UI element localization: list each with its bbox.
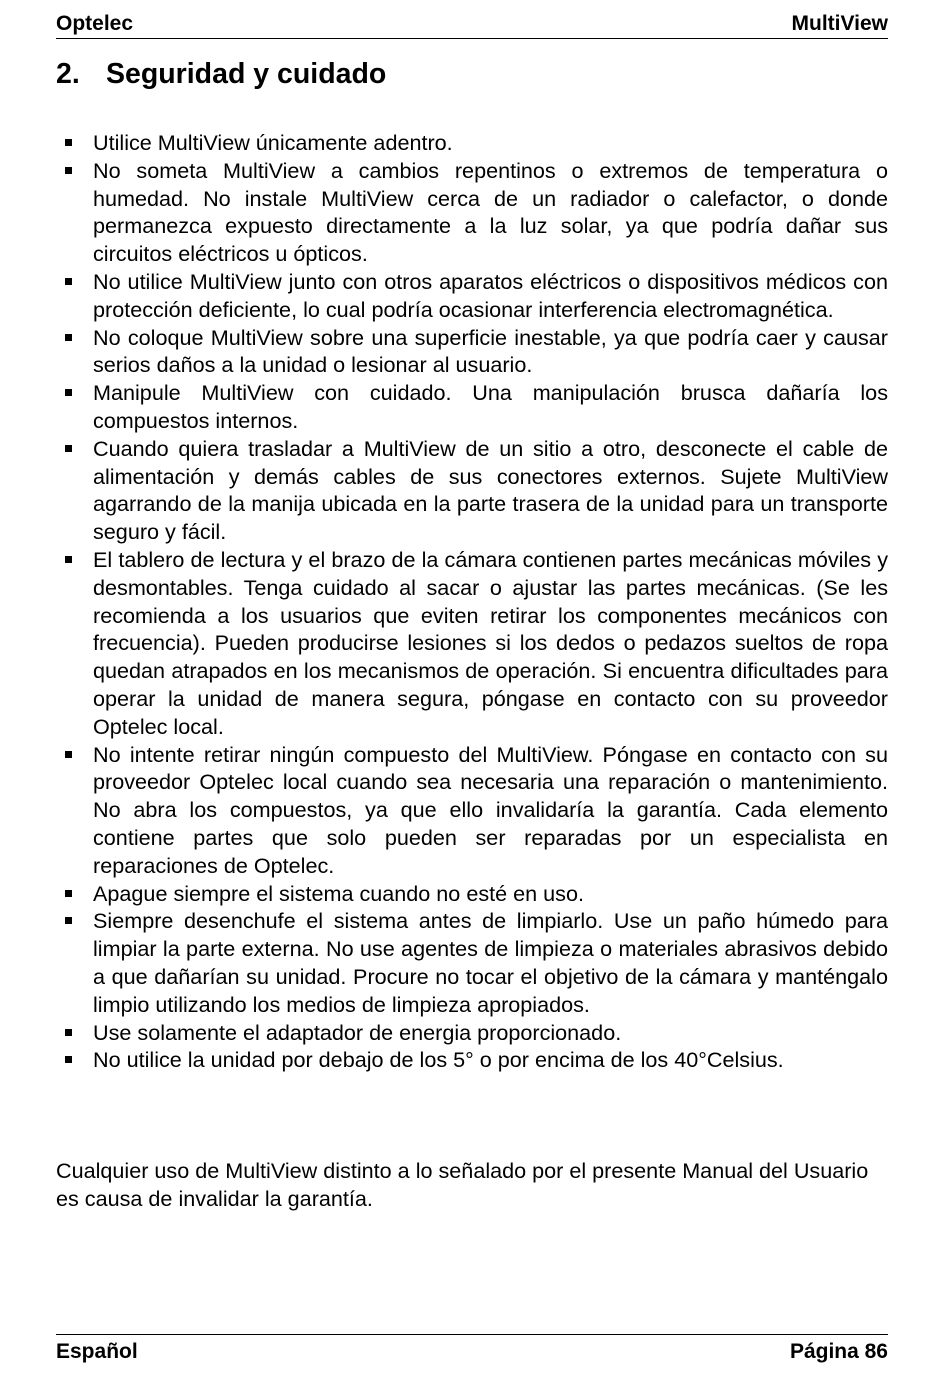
list-item-text: No someta MultiView a cambios repentinos o extremos de temperatura o humedad. No instale MultiView cerca de un radiador o calefactor, o donde permanezca expuesto directamente a la luz solar, ya que podría dañar sus circuitos eléctricos u ópticos. <box>93 157 888 267</box>
list-item-text: Manipule MultiView con cuidado. Una manipulación brusca dañaría los compuestos internos. <box>93 380 888 433</box>
section-title <box>56 58 386 91</box>
list-item-text: No utilice MultiView junto con otros aparatos eléctricos o dispositivos médicos con protección deficiente, lo cual podría ocasionar interferencia electromagnética. <box>93 268 888 322</box>
list-item <box>56 324 888 380</box>
square-bullet-icon <box>65 917 72 924</box>
list-item-text: No utilice la unidad por debajo de los 5° o por encima de los 40°Celsius. <box>93 1047 784 1073</box>
list-item <box>56 379 888 435</box>
footer-language: Español <box>56 1340 138 1363</box>
square-bullet-icon <box>65 890 72 897</box>
list-item <box>56 546 888 741</box>
list-item <box>56 1019 888 1047</box>
list-item <box>56 907 888 1018</box>
list-item-text: No coloque MultiView sobre una superficie inestable, ya que podría caer y causar serios daños a la unidad o lesionar al usuario. <box>93 324 888 378</box>
page-header <box>56 10 888 39</box>
square-bullet-icon <box>65 1056 72 1063</box>
header-brand: Optelec <box>56 12 134 35</box>
list-item-text: El tablero de lectura y el brazo de la cámara contienen partes mecánicas móviles y desmontables. Tenga cuidado al sacar o ajustar las partes mecánicas. (Se les recomienda a los usuarios que eviten retirar los componentes mecánicos con frecuencia). Pueden producirse lesiones si los dedos o pedazos sueltos de ropa quedan atrapados en los mecanismos de operación. Si encuentra dificultades para operar la unidad de manera segura, póngase en contacto con su proveedor Optelec local. <box>93 546 888 739</box>
list-item-text: No intente retirar ningún compuesto del MultiView. Póngase en contacto con su proveedor Optelec local cuando sea necesaria una reparación o mantenimiento. No abra los compuestos, ya que ello invalidaría la garantía. Cada elemento contiene partes que solo pueden ser reparadas por un especialista en reparaciones de Optelec. <box>93 741 888 878</box>
square-bullet-icon <box>65 1029 72 1036</box>
section-number: 2. <box>56 58 80 90</box>
list-item <box>56 268 888 324</box>
list-item-text: Utilice MultiView únicamente adentro. <box>93 130 453 155</box>
square-bullet-icon <box>65 167 72 174</box>
section-title-text: Seguridad y cuidado <box>106 58 387 90</box>
list-item-text: Apague siempre el sistema cuando no esté en uso. <box>93 880 584 906</box>
header-product: MultiView <box>791 12 888 35</box>
list-item-text: Siempre desenchufe el sistema antes de limpiarlo. Use un paño húmedo para limpiar la parte externa. No use agentes de limpieza o materiales abrasivos debido a que dañarían su unidad. Procure no tocar el objetivo de la cámara y manténgalo limpio utilizando los medios de limpieza apropiados. <box>93 908 888 1017</box>
list-item <box>56 1046 888 1074</box>
square-bullet-icon <box>65 751 72 758</box>
list-item <box>56 157 888 268</box>
square-bullet-icon <box>65 556 72 563</box>
list-item-text: Use solamente el adaptador de energia proporcionado. <box>93 1019 622 1045</box>
list-item <box>56 880 888 908</box>
list-item-text: Cuando quiera trasladar a MultiView de un sitio a otro, desconecte el cable de alimentación y demás cables de sus conectores externos. Sujete MultiView agarrando de la manija ubicada en la parte trasera de la unidad para un transporte seguro y fácil. <box>93 435 888 545</box>
list-item <box>56 741 888 880</box>
square-bullet-icon <box>65 334 72 341</box>
list-item <box>56 129 888 157</box>
safety-list <box>56 129 888 1074</box>
page-footer <box>56 1334 888 1371</box>
list-item <box>56 435 888 546</box>
closing-paragraph: Cualquier uso de MultiView distinto a lo señalado por el presente Manual del Usuario es causa de invalidar la garantía. <box>56 1158 869 1211</box>
footer-page-number: Página 86 <box>789 1340 888 1363</box>
square-bullet-icon <box>65 389 72 396</box>
square-bullet-icon <box>65 445 72 452</box>
square-bullet-icon <box>65 139 72 146</box>
square-bullet-icon <box>65 278 72 285</box>
